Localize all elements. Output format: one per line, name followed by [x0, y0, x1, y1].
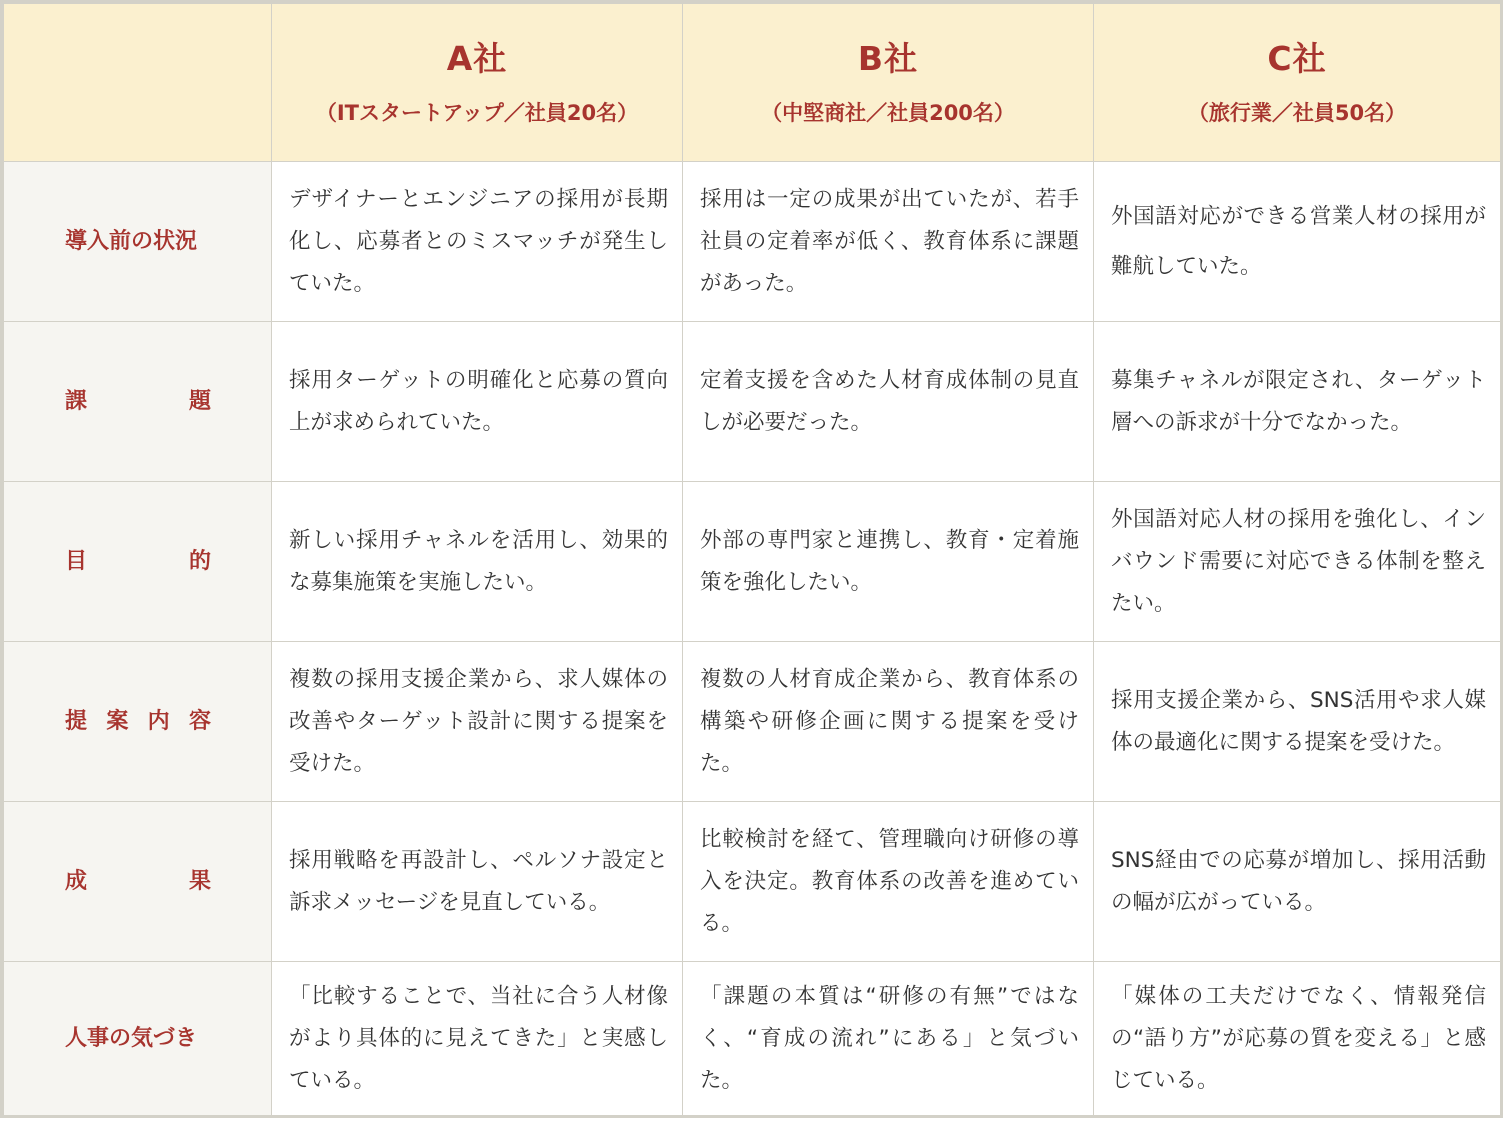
table-row [4, 482, 1501, 642]
cell-text: 比較検討を経て、管理職向け研修の導入を決定。教育体系の改善を進めている。 [700, 826, 1079, 936]
cell-text: デザイナーとエンジニアの採用が長期化し、応募者とのミスマッチが発生していた。 [289, 186, 668, 296]
company-name: B社 [857, 38, 919, 78]
table-cell [683, 962, 1094, 1116]
cell-text: 「課題の本質は“研修の有無”ではなく、“育成の流れ”にある」と気づいた。 [700, 983, 1079, 1093]
table-cell [1094, 322, 1501, 482]
cell-text: 採用支援企業から、SNS活用や求人媒体の最適化に関する提案を受けた。 [1111, 687, 1486, 755]
row-label: 提案内容 [65, 708, 211, 734]
table-cell [272, 482, 683, 642]
cell-text: 定着支援を含めた人材育成体制の見直しが必要だった。 [700, 367, 1079, 435]
table-cell [1094, 482, 1501, 642]
table-cell [683, 482, 1094, 642]
table-row [4, 962, 1501, 1116]
table-row [4, 162, 1501, 322]
table-cell [272, 322, 683, 482]
table-row [4, 642, 1501, 802]
table-cell [1094, 162, 1501, 322]
table-cell [272, 162, 683, 322]
row-label: 目的 [65, 548, 211, 574]
row-label-cell [4, 802, 272, 962]
row-label-cell [4, 482, 272, 642]
company-header-b [683, 4, 1094, 162]
cell-text: 採用戦略を再設計し、ペルソナ設定と訴求メッセージを見直している。 [289, 847, 668, 915]
company-header-a [272, 4, 683, 162]
header-row [4, 4, 1501, 162]
table-cell [1094, 962, 1501, 1116]
table-cell [683, 322, 1094, 482]
row-label-cell [4, 322, 272, 482]
cell-text: 募集チャネルが限定され、ターゲット層への訴求が十分でなかった。 [1111, 367, 1486, 435]
table-cell [272, 962, 683, 1116]
comparison-table [3, 3, 1501, 1116]
row-label-cell [4, 162, 272, 322]
company-name: A社 [446, 38, 508, 78]
row-label: 成果 [65, 868, 211, 894]
table-cell [1094, 642, 1501, 802]
cell-text: 外国語対応人材の採用を強化し、インバウンド需要に対応できる体制を整えたい。 [1111, 506, 1486, 616]
row-label: 人事の気づき [65, 1025, 198, 1051]
table-cell [683, 642, 1094, 802]
table-row [4, 322, 1501, 482]
cell-text: 採用ターゲットの明確化と応募の質向上が求められていた。 [289, 367, 668, 435]
corner-cell [4, 4, 272, 162]
cell-text: 複数の採用支援企業から、求人媒体の改善やターゲット設計に関する提案を受けた。 [289, 666, 668, 776]
cell-text: 新しい採用チャネルを活用し、効果的な募集施策を実施したい。 [289, 527, 668, 595]
cell-text: 複数の人材育成企業から、教育体系の構築や研修企画に関する提案を受けた。 [700, 666, 1079, 776]
company-header-c [1094, 4, 1501, 162]
table-cell [683, 162, 1094, 322]
cell-text: 採用は一定の成果が出ていたが、若手社員の定着率が低く、教育体系に課題があった。 [700, 186, 1079, 296]
company-subtitle: （旅行業／社員50名） [1187, 100, 1407, 125]
cell-text: SNS経由での応募が増加し、採用活動の幅が広がっている。 [1111, 847, 1486, 915]
table-row [4, 802, 1501, 962]
table-cell [1094, 802, 1501, 962]
table-cell [272, 642, 683, 802]
company-name: C社 [1267, 38, 1327, 78]
row-label-cell [4, 962, 272, 1116]
row-label: 導入前の状況 [65, 228, 198, 254]
table-cell [683, 802, 1094, 962]
cell-text: 外部の専門家と連携し、教育・定着施策を強化したい。 [700, 527, 1079, 595]
cell-text: 外国語対応ができる営業人材の採用が難航していた。 [1111, 203, 1486, 279]
table-cell [272, 802, 683, 962]
cell-text: 「比較することで、当社に合う人材像がより具体的に見えてきた」と実感している。 [289, 983, 668, 1093]
row-label-cell [4, 642, 272, 802]
cell-text: 「媒体の工夫だけでなく、情報発信の“語り方”が応募の質を変える」と感じている。 [1111, 983, 1486, 1093]
company-subtitle: （ITスタートアップ／社員20名） [315, 100, 639, 125]
company-subtitle: （中堅商社／社員200名） [761, 100, 1015, 125]
row-label: 課題 [65, 388, 211, 414]
